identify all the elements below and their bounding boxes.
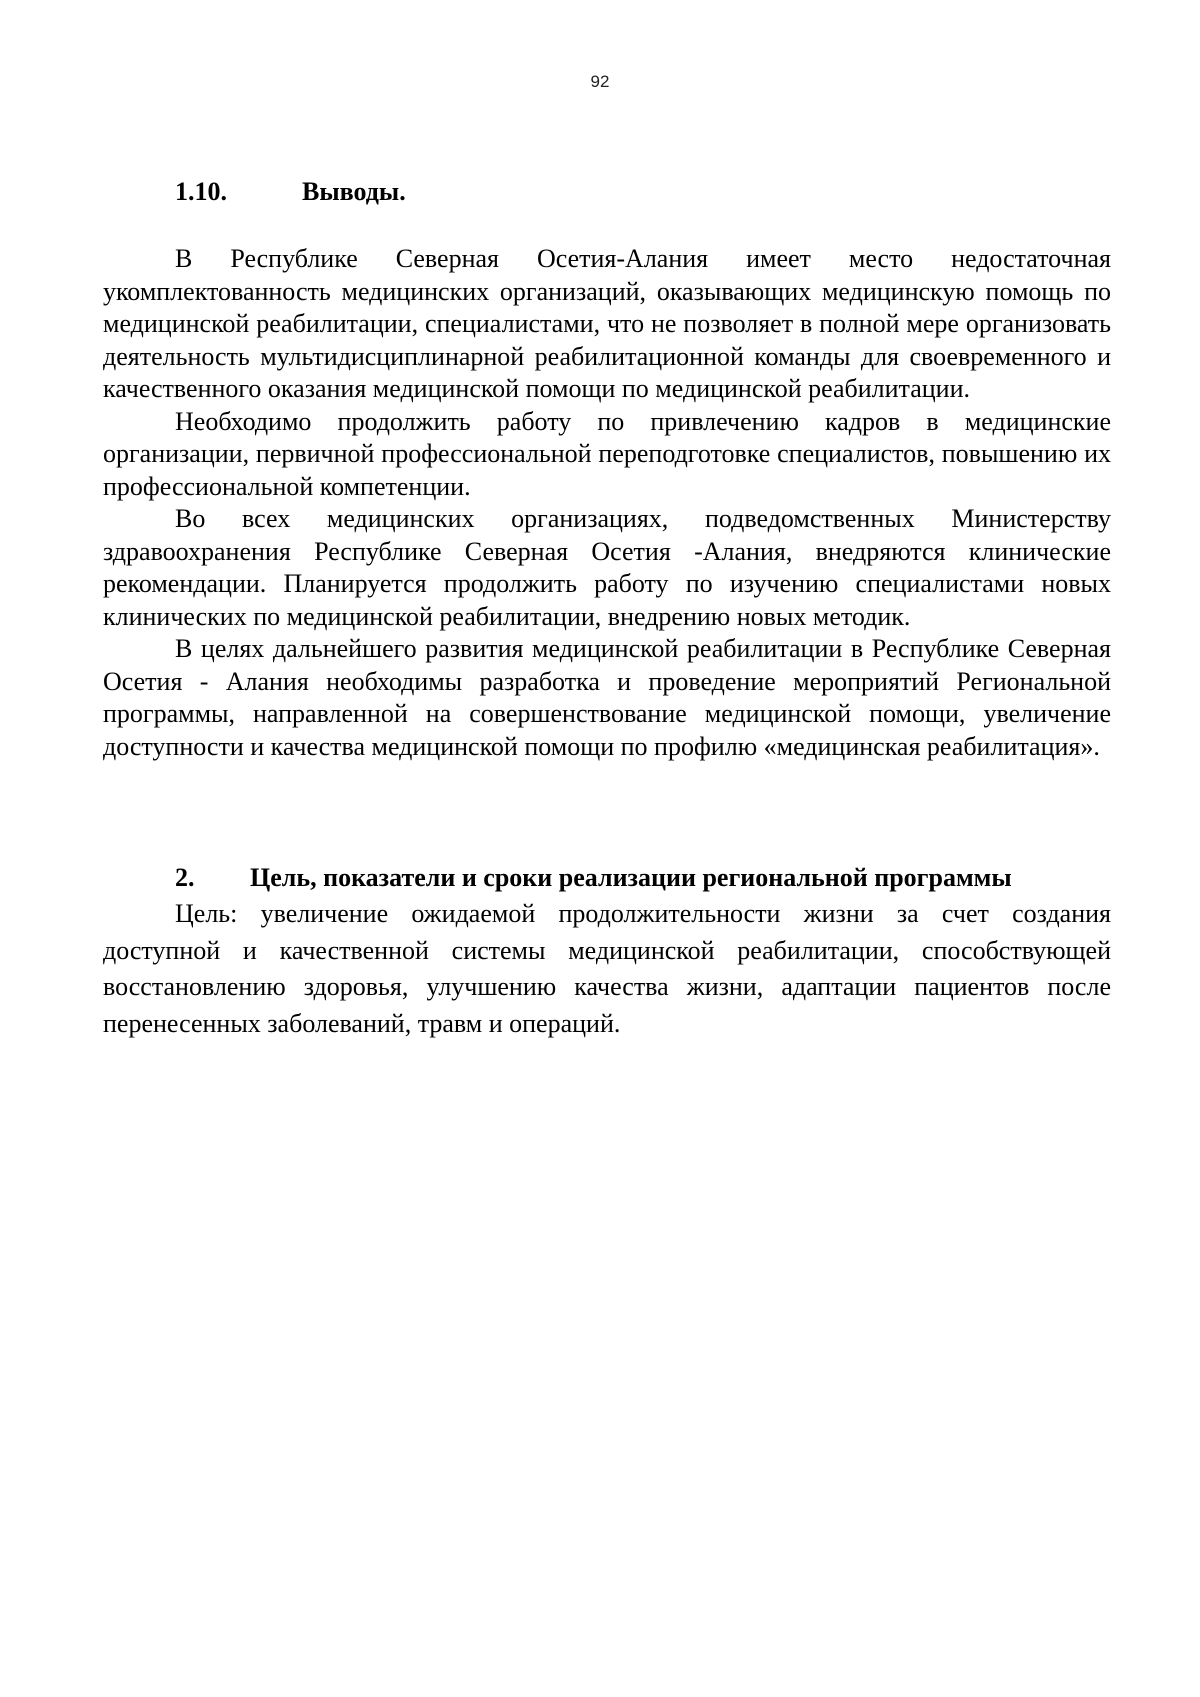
conclusions-body — [103, 243, 1111, 763]
paragraph: В Республике Северная Осетия-Алания имеет место недостаточная укомплектованность медицинских организаций, оказывающих медицинскую помощь по медицинской реабилитации, специалистами, что не позволяет в полной мере организовать деятельность мультидисциплинарной реабилитационной команды для своевременного и качественного оказания медицинской помощи по медицинской реабилитации. — [103, 244, 1111, 403]
paragraph: Во всех медицинских организациях, подведомственных Министерству здравоохранения Республике Северная Осетия -Алания, внедряются клинические рекомендации. Планируется продолжить работу по изучению специалистами новых клинических по медицинской реабилитации, внедрению новых методик. — [103, 504, 1111, 631]
paragraph: Цель: увеличение ожидаемой продолжительности жизни за счет создания доступной и качественной системы медицинской реабилитации, способствующей восстановлению здоровья, улучшению качества жизни, адаптации пациентов после перенесенных заболеваний, травм и операций. — [103, 899, 1111, 1038]
program-goal-body — [103, 896, 1111, 1042]
section-title: Цель, показатели и сроки реализации региональной программы — [250, 863, 1012, 892]
section-number: 2. — [175, 863, 195, 892]
paragraph: В целях дальнейшего развития медицинской реабилитации в Республике Северная Осетия - Алания необходимы разработка и проведение мероприятий Региональной программы, направленной на совершенствование медицинской помощи, увеличение доступности и качества медицинской помощи по профилю «медицинская реабилитация». — [103, 634, 1111, 761]
section-number: 1.10. — [175, 177, 227, 206]
paragraph: Необходимо продолжить работу по привлечению кадров в медицинские организации, первичной профессиональной переподготовке специалистов, повышению их профессиональной компетенции. — [103, 406, 1111, 501]
section-title: Выводы. — [302, 177, 406, 206]
page-number: 92 — [590, 72, 610, 91]
